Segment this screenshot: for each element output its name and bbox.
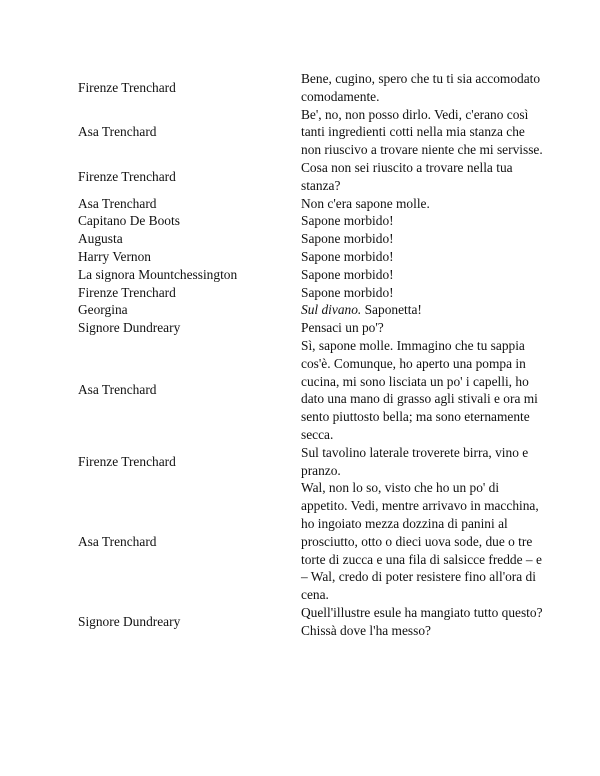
dialogue-line: Sul tavolino laterale troverete birra, vino e pranzo. (301, 444, 529, 478)
speaker-name: La signora Mountchessington (78, 266, 238, 282)
speaker-name: Harry Vernon (78, 248, 152, 264)
dialogue-row (78, 444, 548, 480)
dialogue-row (78, 212, 548, 230)
speaker-name: Signore Dundreary (78, 320, 181, 336)
dialogue-line: Sì, sapone molle. Immagino che tu sappia cos'è. Comunque, ho aperto una pompa in cucina, mi sono lisciata un po' i capelli, ho dato una mano di grasso agli stivali e ora mi sento piuttosto bella; ma sono eternamente secca. (301, 337, 538, 442)
script-dialogue (78, 70, 548, 640)
dialogue-line: Sapone morbido! (301, 266, 394, 282)
dialogue-line: Wal, non lo so, visto che ho un po' di appetito. Vedi, mentre arrivavo in macchina, ho ingoiato mezza dozzina di panini al prosciutto, otto o dieci uova sode, due o tre torte di zucca e una fila di salsicce fredde – e – Wal, credo di poter resistere fino all'ora di cena. (301, 480, 542, 603)
dialogue-line: Be', no, non posso dirlo. Vedi, c'erano così tanti ingredienti cotti nella mia stanza che non riuscivo a trovare niente che mi servisse. (301, 106, 543, 158)
dialogue-row (78, 301, 548, 319)
dialogue-line (301, 301, 548, 319)
dialogue-line-text: Saponetta! (361, 302, 422, 318)
speaker-name: Firenze Trenchard (78, 453, 176, 469)
stage-direction: Sul divano. (301, 302, 362, 318)
dialogue-row (78, 248, 548, 266)
dialogue-row (78, 479, 548, 604)
dialogue-row (78, 195, 548, 213)
dialogue-line: Bene, cugino, spero che tu ti sia accomodato comodamente. (301, 71, 541, 104)
dialogue-line: Sapone morbido! (301, 248, 394, 264)
speaker-name: Asa Trenchard (78, 382, 157, 398)
dialogue-line: Pensaci un po'? (301, 320, 384, 336)
speaker-name: Asa Trenchard (78, 195, 157, 211)
speaker-name: Asa Trenchard (78, 533, 157, 549)
dialogue-line: Sapone morbido! (301, 284, 394, 300)
dialogue-row (78, 337, 548, 444)
dialogue-line: Non c'era sapone molle. (301, 195, 430, 211)
dialogue-row (78, 604, 548, 640)
dialogue-row (78, 230, 548, 248)
dialogue-row (78, 284, 548, 302)
speaker-name: Signore Dundreary (78, 613, 181, 629)
speaker-name: Georgina (78, 302, 128, 318)
dialogue-row (78, 319, 548, 337)
speaker-name: Firenze Trenchard (78, 79, 176, 95)
speaker-name: Capitano De Boots (78, 213, 180, 229)
dialogue-row (78, 106, 548, 159)
dialogue-row (78, 159, 548, 195)
dialogue-line: Sapone morbido! (301, 213, 394, 229)
dialogue-line: Sapone morbido! (301, 231, 394, 247)
speaker-name: Firenze Trenchard (78, 168, 176, 184)
speaker-name: Augusta (78, 231, 123, 247)
dialogue-row (78, 266, 548, 284)
speaker-name: Asa Trenchard (78, 124, 157, 140)
dialogue-line: Quell'illustre esule ha mangiato tutto questo? Chissà dove l'ha messo? (301, 604, 543, 638)
speaker-name: Firenze Trenchard (78, 284, 176, 300)
dialogue-row (78, 70, 548, 106)
dialogue-line: Cosa non sei riuscito a trovare nella tua stanza? (301, 159, 513, 193)
